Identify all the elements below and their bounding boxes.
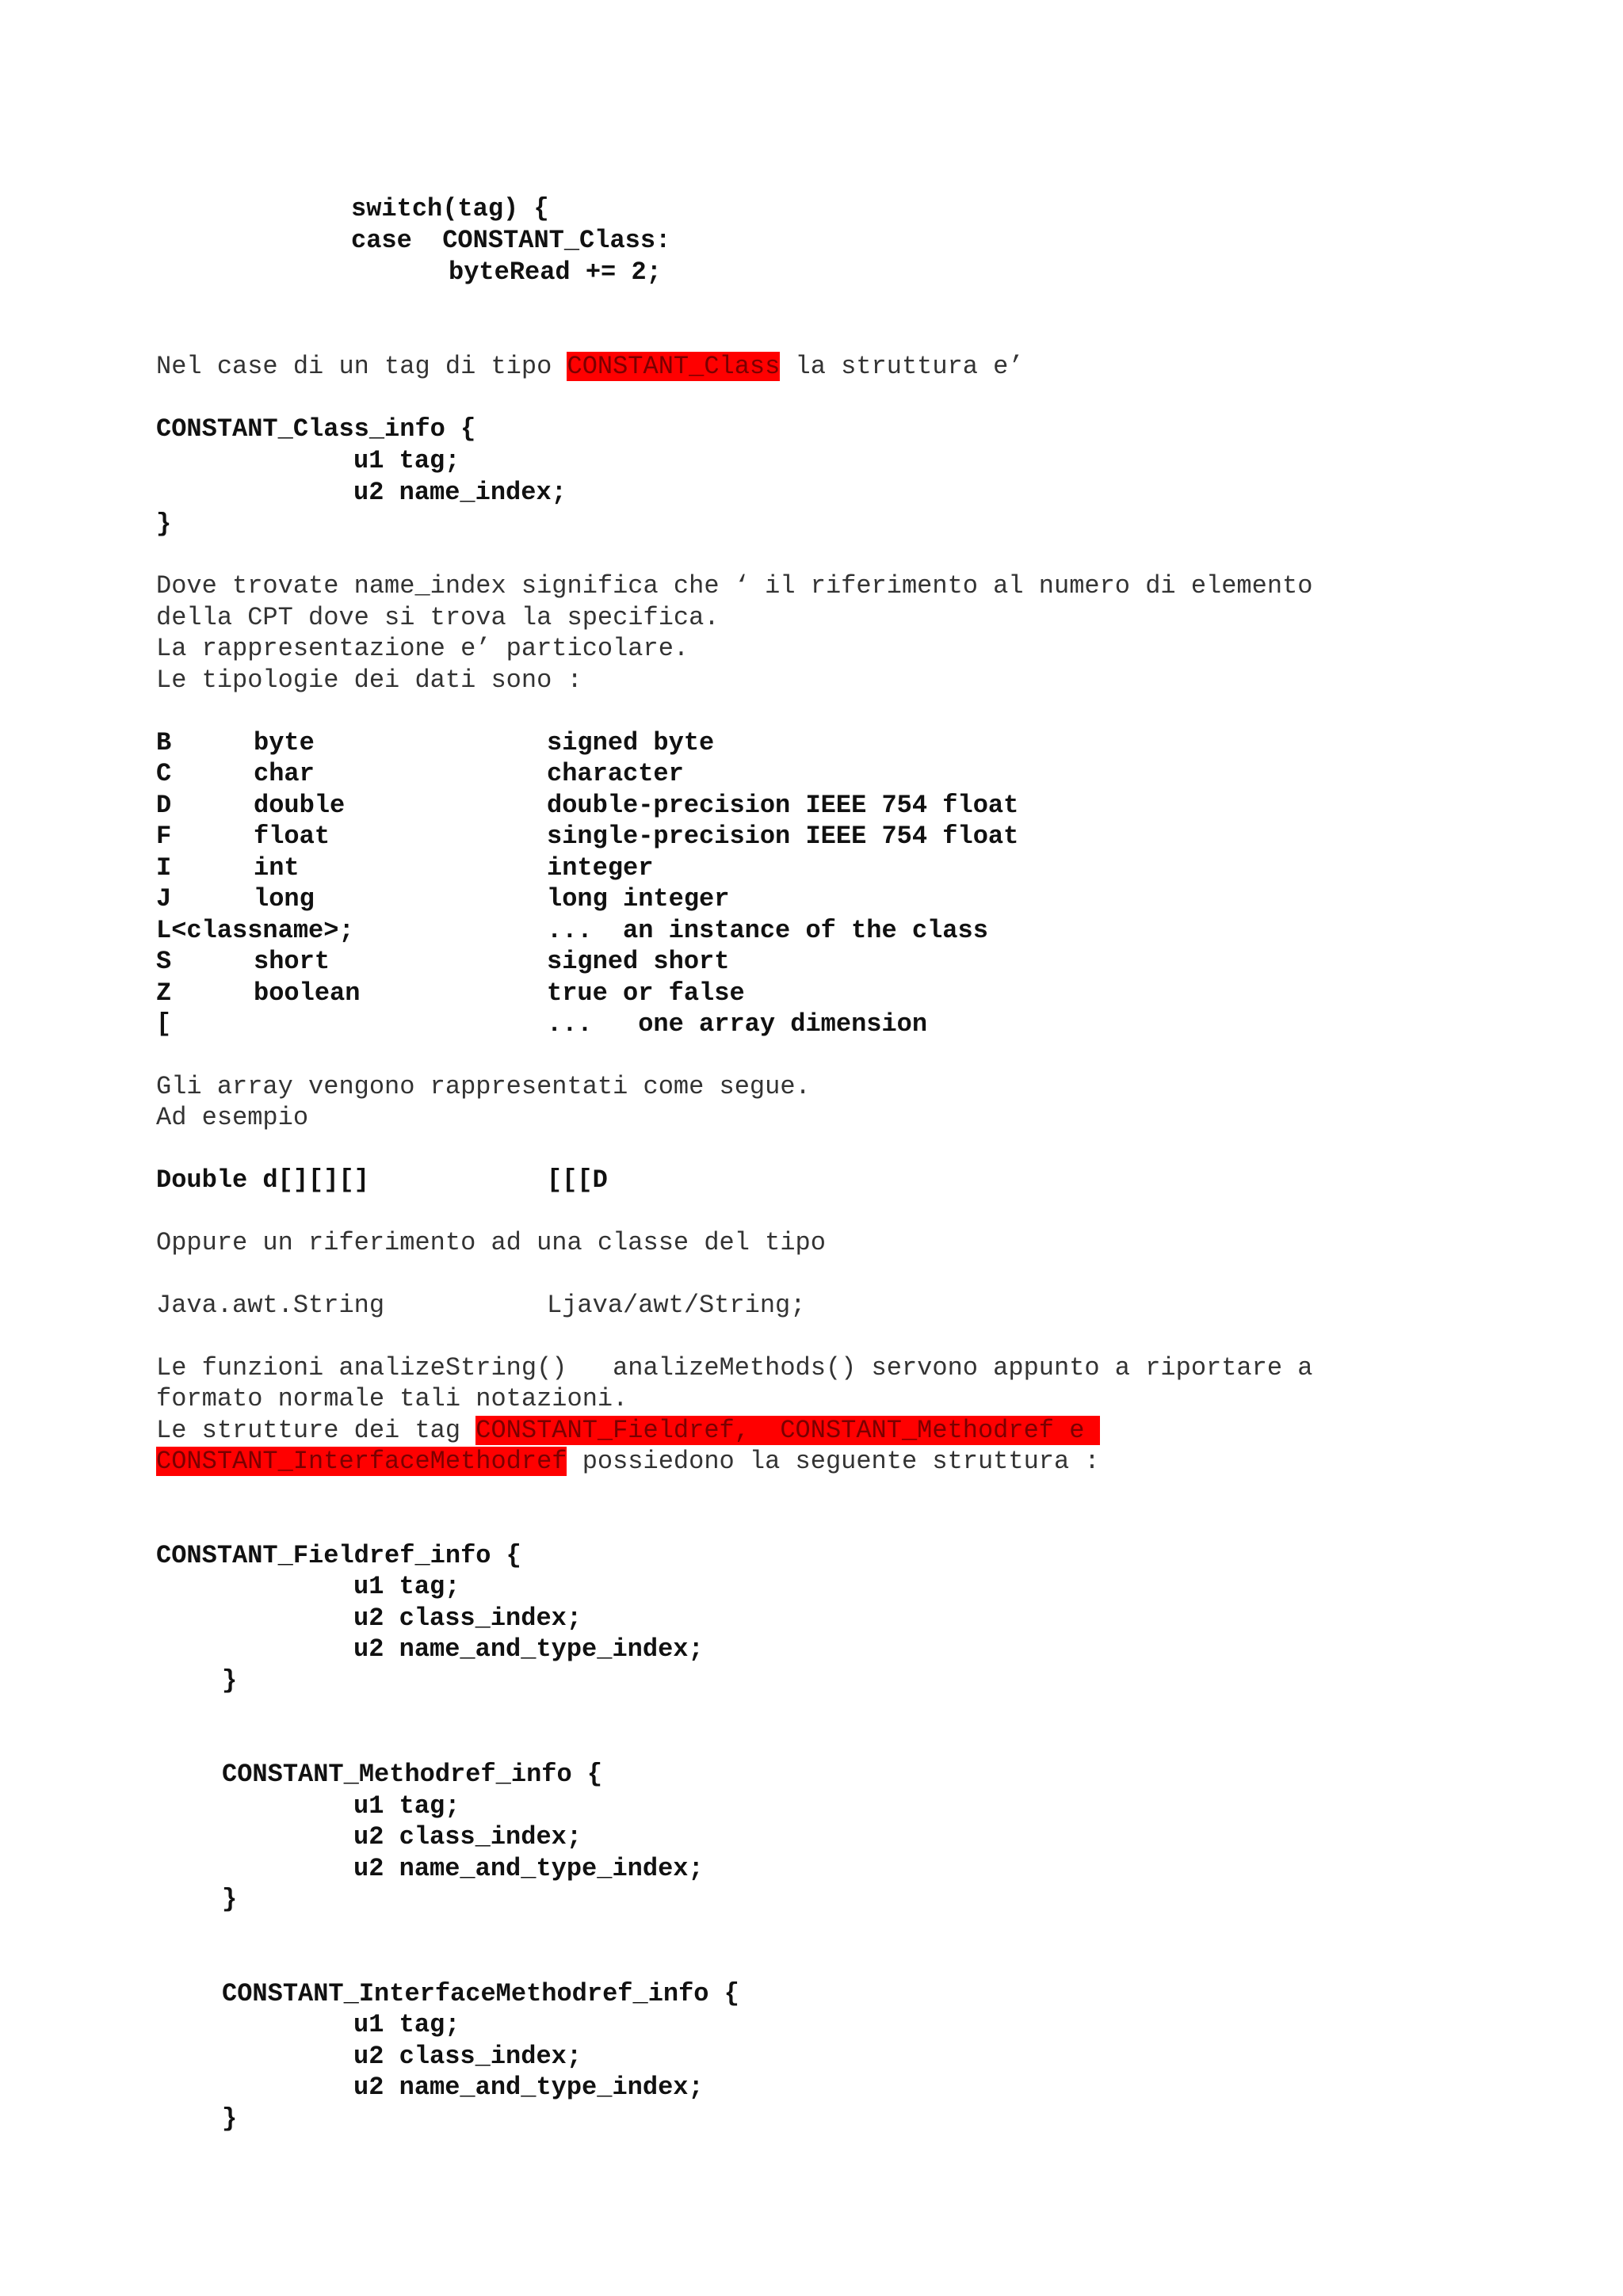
fieldref-info-field: u2 name_and_type_index;	[353, 1634, 704, 1664]
para-line: Oppure un riferimento ad una classe del tipo	[156, 1228, 826, 1257]
type-name: boolean	[254, 978, 361, 1008]
type-name: float	[254, 822, 330, 851]
type-name: int	[254, 853, 300, 883]
type-desc: ... one array dimension	[547, 1009, 928, 1039]
interfacemethodref-info-field: u2 name_and_type_index;	[353, 2073, 704, 2102]
type-name: byte	[254, 728, 315, 757]
type-name: long	[254, 884, 315, 913]
fieldref-info-field: u2 class_index;	[353, 1604, 582, 1633]
methodref-info-field: u2 name_and_type_index;	[353, 1854, 704, 1883]
para-line: della CPT dove si trova la specifica.	[156, 603, 720, 632]
methodref-info-field: u2 class_index;	[353, 1822, 582, 1852]
type-desc: true or false	[547, 978, 745, 1008]
class-info-field: u2 name_index;	[353, 478, 567, 507]
para-line: Gli array vengono rappresentati come segue.	[156, 1072, 811, 1101]
para-line	[156, 1415, 1100, 1447]
para-line	[156, 1446, 1100, 1478]
fieldref-info-header: CONSTANT_Fieldref_info {	[156, 1541, 521, 1570]
type-desc: long integer	[547, 884, 730, 913]
type-code: J	[156, 884, 172, 913]
type-name: char	[254, 759, 315, 788]
methodref-info-field: u1 tag;	[353, 1791, 460, 1821]
type-desc: character	[547, 759, 684, 788]
type-code: I	[156, 853, 172, 883]
para-line: Le tipologie dei dati sono :	[156, 666, 582, 695]
fieldref-info-close: }	[222, 1666, 238, 1695]
type-desc: single-precision IEEE 754 float	[547, 822, 1019, 851]
para-line: La rappresentazione e’ particolare.	[156, 634, 689, 663]
type-name: double	[254, 791, 346, 820]
highlighted-term: CONSTANT_InterfaceMethodref	[156, 1447, 567, 1476]
type-code: [	[156, 1009, 172, 1039]
type-desc: integer	[547, 853, 654, 883]
class-info-close: }	[156, 509, 172, 539]
para-text: Nel case di un tag di tipo	[156, 352, 567, 381]
type-code: Z	[156, 978, 172, 1008]
interfacemethodref-info-field: u2 class_index;	[353, 2042, 582, 2071]
type-code: D	[156, 791, 172, 820]
highlighted-term: CONSTANT_Fieldref, CONSTANT_Methodref e	[475, 1416, 1100, 1445]
class-info-field: u1 tag;	[353, 446, 460, 475]
type-desc: double-precision IEEE 754 float	[547, 791, 1019, 820]
example-class-descriptor: Ljava/awt/String;	[547, 1291, 806, 1320]
code-switch-line: switch(tag) {	[351, 194, 549, 223]
example-descriptor: [[[D	[547, 1165, 608, 1195]
type-name: short	[254, 947, 330, 976]
para-line: Le funzioni analizeString() analizeMethods() servono appunto a riportare a	[156, 1353, 1313, 1383]
para-line: formato normale tali notazioni.	[156, 1384, 628, 1413]
interfacemethodref-info-field: u1 tag;	[353, 2010, 460, 2039]
para-text: la struttura e’	[780, 352, 1024, 381]
example-declaration: Double d[][][]	[156, 1165, 369, 1195]
code-byteread-line: byteRead += 2;	[449, 257, 662, 287]
para-class-structure	[156, 351, 1024, 383]
type-desc: ... an instance of the class	[547, 916, 988, 945]
fieldref-info-field: u1 tag;	[353, 1572, 460, 1601]
type-desc: signed byte	[547, 728, 715, 757]
para-text: possiedono la seguente struttura :	[567, 1447, 1100, 1476]
para-line: Dove trovate name_index significa che ‘ il riferimento al numero di elemento	[156, 571, 1313, 601]
methodref-info-header: CONSTANT_Methodref_info {	[222, 1760, 603, 1789]
interfacemethodref-info-close: }	[222, 2104, 238, 2134]
type-code: S	[156, 947, 172, 976]
example-class-name: Java.awt.String	[156, 1291, 385, 1320]
methodref-info-close: }	[222, 1885, 238, 1914]
para-text: Le strutture dei tag	[156, 1416, 476, 1445]
para-line: Ad esempio	[156, 1103, 309, 1132]
type-code: L<classname>;	[156, 916, 354, 945]
code-case-line: case CONSTANT_Class:	[351, 226, 671, 255]
highlighted-term: CONSTANT_Class	[567, 352, 781, 381]
interfacemethodref-info-header: CONSTANT_InterfaceMethodref_info {	[222, 1979, 739, 2008]
type-code: F	[156, 822, 172, 851]
class-info-header: CONSTANT_Class_info {	[156, 414, 476, 444]
type-code: C	[156, 759, 172, 788]
type-code: B	[156, 728, 172, 757]
type-desc: signed short	[547, 947, 730, 976]
